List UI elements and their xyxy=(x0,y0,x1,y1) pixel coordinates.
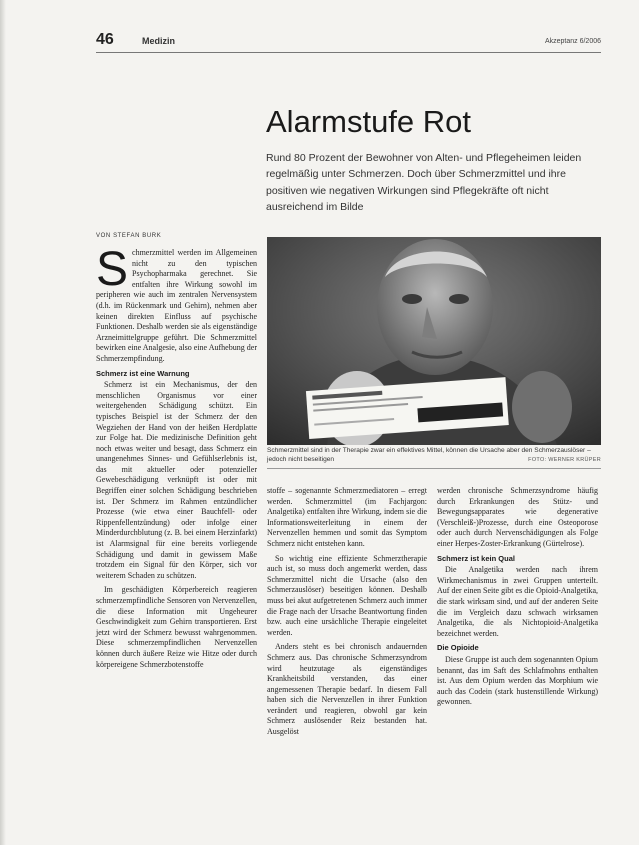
text-column-3 xyxy=(437,486,598,712)
section-name: Medizin xyxy=(142,36,175,46)
paragraph: werden chronische Schmerzsyndrome häufig durch Erkrankungen des Stütz- und Bewegungsapparates wie degenerative (Verschleiß-)Prozesse, durch eine Osteoporose oder auch durch Nervenschädigungen als Folge einer Herpes-Zoster-Erkrankung (Gürtelrose). xyxy=(437,486,598,548)
issue-label: Akzeptanz 6/2006 xyxy=(544,38,601,45)
article-byline: VON STEFAN BURK xyxy=(96,233,162,239)
paragraph: Anders steht es bei chronisch andauernden Schmerz aus. Das chronische Schmerzsyndrom wird heutzutage als eigenständiges Krankheitsbild verstanden, das einer angemessenen Therapie bedarf. In diesem Fall haben sich die Nervenzellen in ihrer Funktion verändert und reagieren, obwohl gar kein Schmerz auslösender Reiz bestanden hat. Ausgelöst xyxy=(267,642,427,737)
page-number: 46 xyxy=(96,31,114,48)
drop-cap: S xyxy=(96,243,129,296)
paragraph: Im geschädigten Körperbereich reagieren schmerzempfindliche Sensoren von Nervenzellen, die diese Information mit Ungeheurer Geschwindigkeit zum Gehirn transportieren. Erst jetzt wird der Schmerz bewusst wahrgenommen. Diese schmerzempfindlichen Nervenzellen können durch äußere Reize wie Hitze oder durch körpereigene Schmerzbotenstoffe xyxy=(96,585,257,669)
paragraph: So wichtig eine effiziente Schmerztherapie auch ist, so muss doch angemerkt werden, dass Schmerzmittel nicht die Ursache (also den Schmerzauslöser) beseitigen können. Deshalb muss bei akut aufgetretenen Schmerz auch immer die Frage nach der Ursache Beantwortung finden bzw. auch eine ursächliche Therapie eingeleitet werden. xyxy=(267,553,427,637)
header-rule xyxy=(96,52,601,53)
photo-man-holding-pill-box xyxy=(267,237,601,445)
text-column-1 xyxy=(96,243,257,674)
caption-rule xyxy=(267,468,601,469)
subheading: Schmerz ist eine Warnung xyxy=(96,368,190,378)
page-header xyxy=(96,31,601,51)
paragraph: stoffe – sogenannte Schmerzmediatoren – erregt werden. Schmerzmittel (im Fachjargon: Analgetika) entfalten ihre Wirkung, indem sie die Informationsweiterleitung in einem der Nervenzellen hemmen und somit das Symptom Schmerz nicht entstehen kann. xyxy=(267,486,427,548)
paragraph: Schmerz ist ein Mechanismus, der den menschlichen Organismus vor einer weitergehenden Schädigung schützt. Ein typisches Beispiel ist der Schmerz der den Wegziehen der Hand von der heißen Herdplatte zur Folge hat. Die medizinische Definition geht noch etwas weiter und besagt, dass Schmerz ein unangenehmes Sinnes- und Gefühlserlebnis ist, das mit aktueller oder potenzieller Gewebeschädigung verknüpft ist oder mit Begriffen einer solchen Schädigung beschrieben ist. Der Schmerz im Rahmen entzündlicher Prozesse (wie etwa einer Bauchfell- oder Rippenfellentzündung) oder infolge einer Minderdurchblutung (z. B. bei einem Herzinfarkt) ist Alarmsignal für eine bereits vorliegende Schädigung und damit in gewissem Maße trotzdem ein Signal für den Körper, sich vor weiterem Schaden zu schützen. xyxy=(96,380,257,580)
photo-caption-box xyxy=(267,447,601,477)
paragraph-text: chmerzmittel werden im Allgemeinen nicht zu den typischen Psychopharmaka gerechnet. Sie entfalten ihre Wirkung sowohl im peripheren wie auch im zentralen Nervensystem (d.h. im Rückenmark und Gehirn), nehmen aber keinen direkten Einfluss auf psychische Funktionen. Deshalb werden sie als eigenständige Arzneimittelgruppe geführt. Die Schmerzmittel bewirken eine Analgesie, also eine Aufhebung der Schmerzempfindung. xyxy=(96,248,257,363)
photo-caption: Schmerzmittel sind in der Therapie zwar ein effektives Mittel, können die Ursache aber den Schmerzauslöser – jedoch nicht beseitigen xyxy=(267,447,591,463)
paragraph: Diese Gruppe ist auch dem sogenannten Opium benannt, das im Saft des Schlafmohns enthalten ist. Aus dem Opium werden das Morphium wie auch das Codein (stark hustenstillende Wirkung) gewonnen. xyxy=(437,654,598,707)
paragraph: Die Analgetika werden nach ihrem Wirkmechanismus in zwei Gruppen unterteilt. Auf der einen Seite gibt es die Opioid-Analgetika, die stark wirksam sind, und auf der anderen Seite die im Vergleich dazu schwach wirksamen Analgetika, die als Nichtopioid-Analgetika bezeichnet werden. xyxy=(437,565,598,638)
text-column-2 xyxy=(267,486,427,742)
article-photo xyxy=(267,237,601,445)
article-lead: Rund 80 Prozent der Bewohner von Alten- und Pflegeheimen leiden regelmäßig unter Schmerzen. Doch über Schmerzmittel und ihre positiven wie negativen Wirkungen sind Pflegekräfte oft nicht ausreichend im Bilde xyxy=(266,152,582,213)
subheading: Schmerz ist kein Qual xyxy=(437,553,515,563)
article-title: Alarmstufe Rot xyxy=(266,104,472,139)
paragraph xyxy=(96,243,257,365)
photo-credit: FOTO: WERNER KRÜPER xyxy=(528,457,601,464)
subheading: Die Opioide xyxy=(437,643,479,653)
